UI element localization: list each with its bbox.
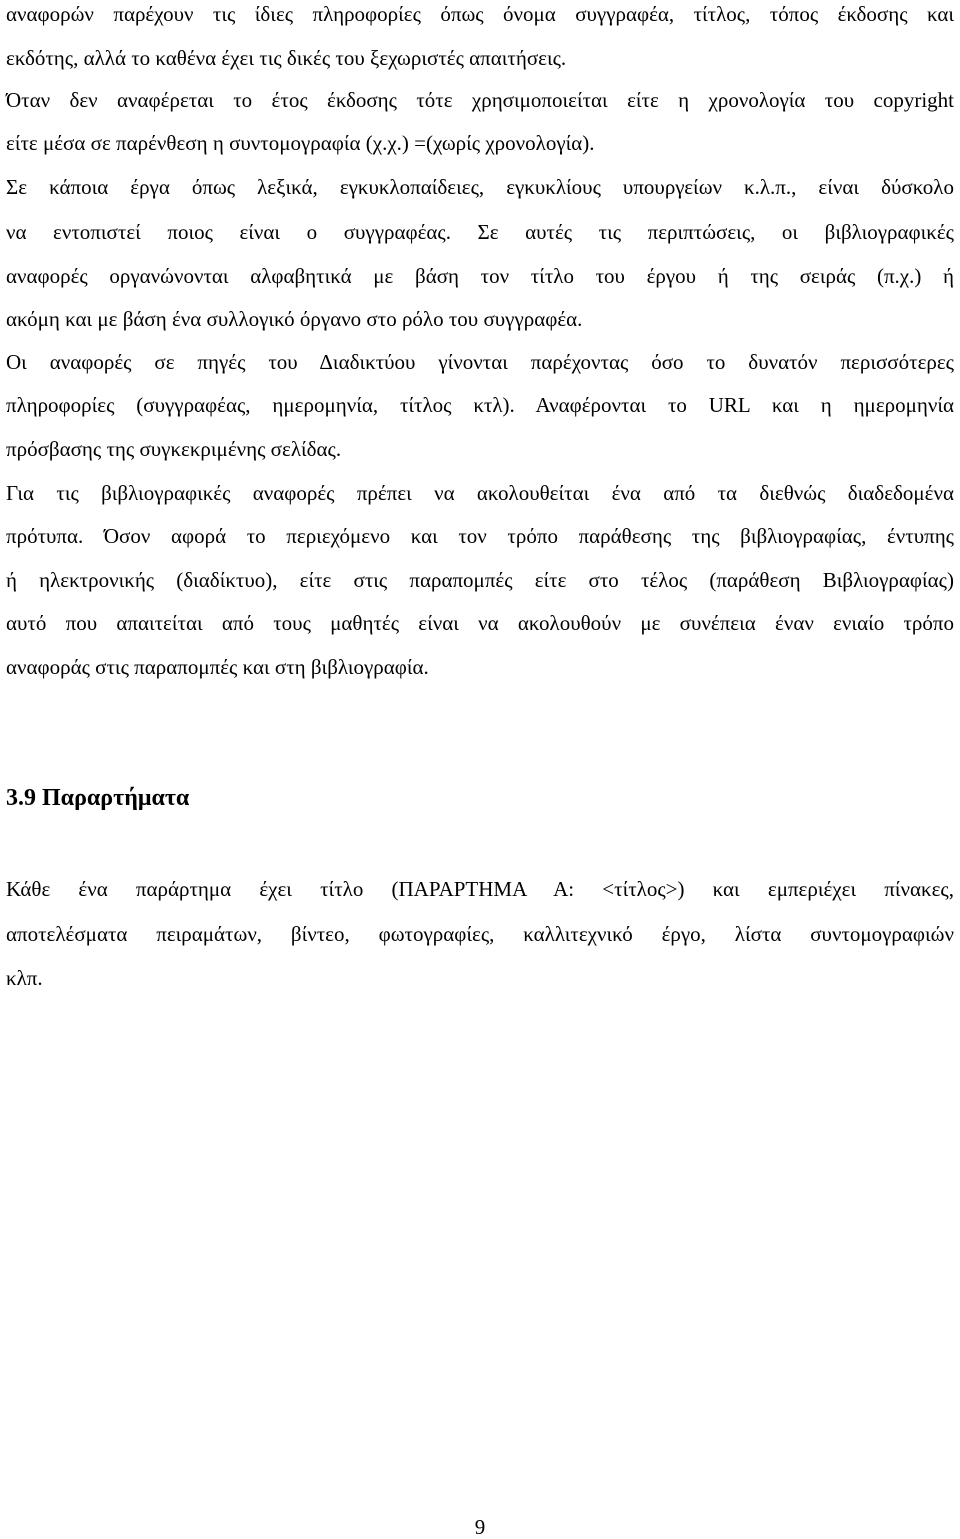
body-text-line: αυτό που απαιτείται από τους μαθητές είναι να ακολουθούν με συνέπεια έναν ενιαίο τρόπο: [6, 611, 954, 635]
body-text-line: είτε μέσα σε παρένθεση η συντομογραφία (χ.χ.) =(χωρίς χρονολογία).: [6, 131, 595, 155]
body-text-line: αναφοράς στις παραπομπές και στη βιβλιογραφία.: [6, 655, 429, 679]
body-text-line: αναφορών παρέχουν τις ίδιες πληροφορίες όπως όνομα συγγραφέα, τίτλος, τόπος έκδοσης και: [6, 2, 954, 26]
body-text-line: Οι αναφορές σε πηγές του Διαδικτύου γίνονται παρέχοντας όσο το δυνατόν περισσότερες: [6, 350, 954, 374]
section-heading: 3.9 Παραρτήματα: [6, 785, 190, 811]
body-text-line: Για τις βιβλιογραφικές αναφορές πρέπει να ακολουθείται ένα από τα διεθνώς διαδεδομένα: [6, 481, 954, 505]
body-text-line: πρόσβασης της συγκεκριμένης σελίδας.: [6, 437, 342, 461]
body-text-line: Όταν δεν αναφέρεται το έτος έκδοσης τότε χρησιμοποιείται είτε η χρονολογία του copyright: [6, 88, 954, 112]
page-number: 9: [474, 1515, 486, 1539]
body-text-line: ακόμη και με βάση ένα συλλογικό όργανο στο ρόλο του συγγραφέα.: [6, 307, 583, 331]
body-text-line: να εντοπιστεί ποιος είναι ο συγγραφέας. Σε αυτές τις περιπτώσεις, οι βιβλιογραφικές: [6, 220, 954, 244]
body-text-line: κλπ.: [6, 966, 43, 990]
body-text-line: Σε κάποια έργα όπως λεξικά, εγκυκλοπαίδειες, εγκυκλίους υπουργείων κ.λ.π., είναι δύσκολο: [6, 175, 954, 199]
body-text-line: εκδότης, αλλά το καθένα έχει τις δικές του ξεχωριστές απαιτήσεις.: [6, 46, 567, 70]
body-text-line: αποτελέσματα πειραμάτων, βίντεο, φωτογραφίες, καλλιτεχνικό έργο, λίστα συντομογραφιών: [6, 922, 954, 946]
body-text-line: πληροφορίες (συγγραφέας, ημερομηνία, τίτλος κτλ). Αναφέρονται το URL και η ημερομηνία: [6, 393, 954, 417]
body-text-line: ή ηλεκτρονικής (διαδίκτυο), είτε στις παραπομπές είτε στο τέλος (παράθεση Βιβλιογραφίας): [6, 568, 954, 592]
body-text-line: Κάθε ένα παράρτημα έχει τίτλο (ΠΑΡΑΡΤΗΜΑ Α: <τίτλος>) και εμπεριέχει πίνακες,: [6, 877, 954, 901]
body-text-line: αναφορές οργανώνονται αλφαβητικά με βάση τον τίτλο του έργου ή της σειράς (π.χ.) ή: [6, 264, 954, 288]
body-text-line: πρότυπα. Όσον αφορά το περιεχόμενο και τον τρόπο παράθεσης της βιβλιογραφίας, έντυπης: [6, 524, 954, 548]
